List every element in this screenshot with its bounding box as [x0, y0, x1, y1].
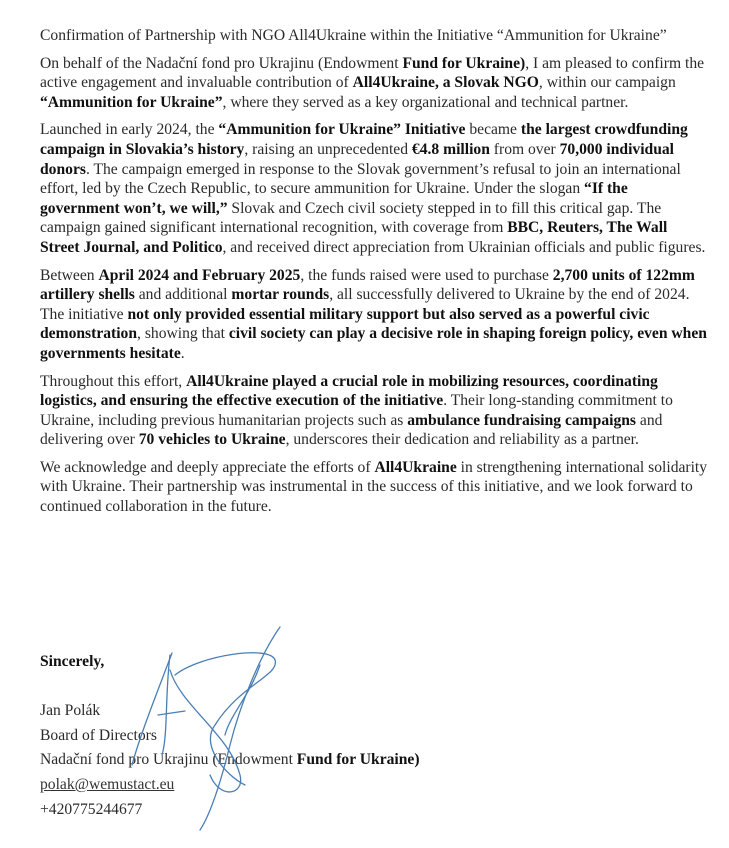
bold-text: the largest crowdfunding campaign in Slovakia’s history: [40, 121, 688, 158]
text-run: , raising an unprecedented: [244, 140, 412, 158]
text-run: became: [465, 121, 521, 139]
text-run: , I am pleased to confirm the active engagement and invaluable contribution of: [40, 54, 705, 92]
bold-text: “Ammunition for Ukraine”: [40, 93, 223, 111]
text-run: , all successfully delivered to Ukraine by the end of 2024. The initiative: [40, 286, 690, 323]
text-run: , where they served as a key organizational and technical partner.: [222, 93, 629, 111]
text-run: Throughout this effort,: [40, 372, 187, 390]
text-run: and delivering over: [40, 411, 663, 449]
text-run: , showing that: [137, 325, 229, 343]
bold-text: All4Ukraine played a crucial role in mobilizing resources, coordinating logistics, and ensuring the effective execution of the initiative: [40, 372, 658, 410]
text-run: We acknowledge and deeply appreciate the efforts of: [40, 458, 375, 476]
text-run: Slovak and Czech civil society stepped in to fill this critical gap. The campaign gained significant international recognition, with coverage from: [40, 199, 662, 237]
signer-name: Jan Polák: [40, 702, 101, 720]
text-run: , the funds raised were used to purchase: [300, 266, 553, 284]
text-run: , within our campaign: [538, 74, 676, 92]
text-run: Launched in early 2024, the: [40, 121, 219, 139]
bold-text: Fund for Ukraine): [402, 54, 526, 72]
paragraph-results: [40, 266, 710, 364]
letter-title: Confirmation of Partnership with NGO All4Ukraine within the Initiative “Ammunition for Ukraine”: [40, 27, 667, 44]
text-run: . The campaign emerged in response to the Slovak government’s refusal to join an international effort, led by the Czech Republic, to secure ammunition for Ukraine. Under the slogan: [40, 160, 681, 198]
text-run: and additional: [134, 286, 232, 304]
signer-role: Board of Directors: [40, 726, 157, 744]
bold-text: 70,000 individual donors: [40, 140, 675, 178]
paragraph-campaign: [40, 120, 710, 257]
text-run: .: [180, 344, 185, 362]
email-link[interactable]: polak@wemustact.eu: [40, 775, 175, 793]
org-name-bold: Fund for Ukraine): [296, 751, 420, 769]
bold-text: All4Ukraine, a Slovak NGO: [352, 74, 539, 92]
text-run: from over: [489, 140, 560, 158]
text-run: , underscores their dedication and reliability as a partner.: [285, 431, 639, 449]
bold-text: civil society can play a decisive role in shaping foreign policy, even when governments hesitate: [40, 325, 707, 362]
text-run: , and received direct appreciation from Ukrainian officials and public figures.: [222, 238, 706, 256]
bold-text: €4.8 million: [411, 140, 490, 158]
paragraph-acknowledgement: [40, 458, 710, 517]
closing: Sincerely,: [40, 653, 105, 670]
bold-text: BBC, Reuters, The Wall Street Journal, and Politico: [40, 219, 668, 256]
paragraph-intro: [40, 54, 710, 113]
text-run: Between: [40, 266, 99, 284]
bold-text: April 2024 and February 2025: [98, 266, 301, 284]
bold-text: 70 vehicles to Ukraine: [138, 431, 286, 449]
bold-text: “Ammunition for Ukraine” Initiative: [218, 121, 466, 139]
bold-text: 2,700 units of 122mm artillery shells: [40, 266, 695, 304]
bold-text: mortar rounds: [231, 286, 330, 304]
bold-text: ambulance fundraising campaigns: [407, 411, 636, 429]
paragraph-role: [40, 372, 710, 450]
text-run: in strengthening international solidarity with Ukraine. Their partnership was instrumental in the success of this initiative, and we look forward to continued collaboration in the future.: [40, 458, 708, 516]
bold-text: “If the government won’t, we will,”: [40, 180, 628, 217]
bold-text: not only provided essential military support but also served as a powerful civic demonstration: [40, 305, 650, 343]
signature-block: [40, 650, 420, 822]
letter-body: [40, 26, 710, 525]
text-run: . Their long-standing commitment to Ukraine, including previous humanitarian projects such as: [40, 392, 673, 429]
bold-text: All4Ukraine: [374, 458, 457, 476]
organization-name: [40, 748, 420, 773]
org-name-plain: Nadační fond pro Ukrajinu (Endowment: [40, 751, 297, 769]
phone-number: +420775244677: [40, 800, 143, 818]
text-run: On behalf of the Nadační fond pro Ukrajinu (Endowment: [40, 54, 403, 72]
